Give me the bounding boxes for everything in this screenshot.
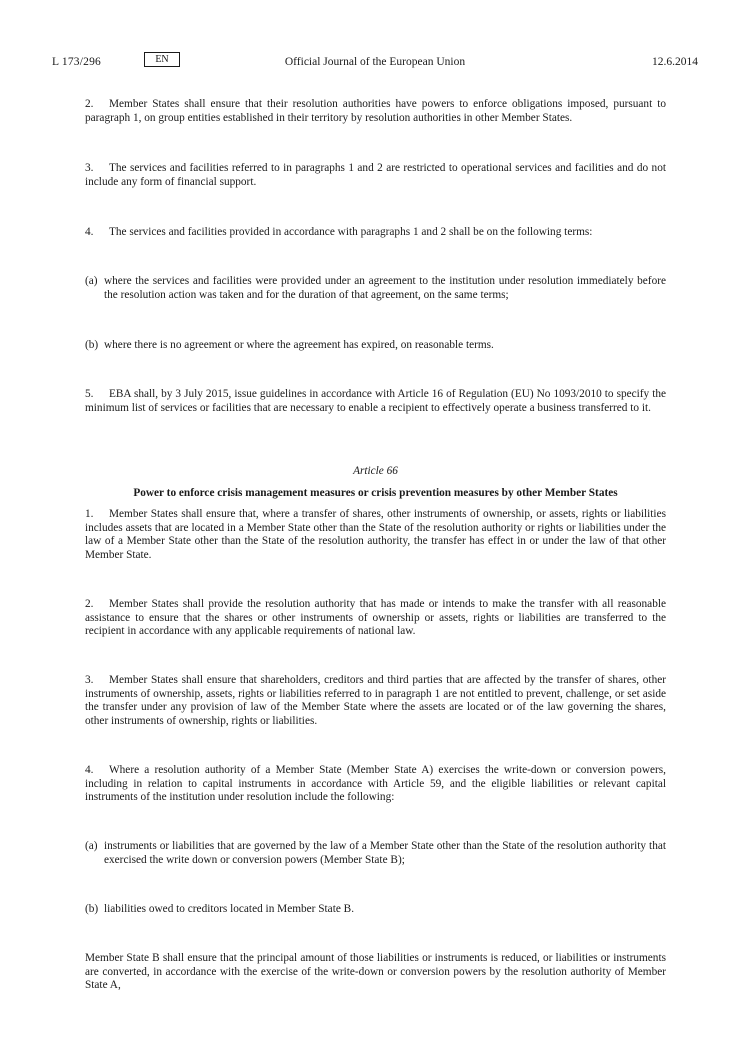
paragraph-number: 4.: [85, 764, 94, 776]
article-paragraph-4: [85, 764, 666, 805]
article-list-item-a: [85, 840, 666, 867]
paragraph-text: Member States shall ensure that shareholders, creditors and third parties that are affected by the transfer of shares, other instruments of ownership, assets, rights or liabilities referred to in paragraph 1 are not entitled to prevent, challenge, or set aside the transfer under any provision of law of the Member State where the assets are located or of the law governing the shares, other instruments of ownership, rights or liabilities.: [85, 674, 666, 727]
paragraph-2: [85, 98, 666, 125]
article-number: Article 66: [353, 465, 398, 477]
paragraph-text: Where a resolution authority of a Member State (Member State A) exercises the write-down or conversion powers, including in relation to capital instruments in accordance with Article 59, and the eligible liabilities or relevant capital instruments of the institution under resolution include the following:: [85, 764, 666, 804]
publication-date: 12.6.2014: [652, 56, 698, 68]
paragraph-4: [85, 226, 666, 240]
page-header: [52, 55, 698, 71]
paragraph-text: The services and facilities provided in accordance with paragraphs 1 and 2 shall be on the following terms:: [109, 226, 593, 238]
list-item-text: instruments or liabilities that are governed by the law of a Member State other than the State of the resolution authority that exercised the write down or conversion powers (Member State B);: [104, 840, 666, 866]
article-paragraph-2: [85, 598, 666, 639]
list-item-text: where the services and facilities were provided under an agreement to the institution under resolution immediately before the resolution action was taken and for the duration of that agreement, on the same terms;: [104, 275, 666, 301]
paragraph-text: EBA shall, by 3 July 2015, issue guidelines in accordance with Article 16 of Regulation (EU) No 1093/2010 to specify the minimum list of services or facilities that are necessary to enable a recipient to effectively operate a business transferred to it.: [85, 388, 666, 414]
list-marker: (a): [85, 275, 98, 287]
language-badge: EN: [144, 52, 180, 67]
paragraph-number: 4.: [85, 226, 94, 238]
list-item-text: liabilities owed to creditors located in Member State B.: [104, 903, 355, 915]
list-marker: (b): [85, 903, 99, 915]
list-marker: (b): [85, 339, 99, 351]
paragraph-3: [85, 162, 666, 189]
paragraph-number: 1.: [85, 508, 94, 520]
paragraph-number: 2.: [85, 98, 94, 110]
paragraph-number: 3.: [85, 674, 94, 686]
article-list-item-b: [85, 903, 666, 917]
paragraph-text: Member States shall provide the resolution authority that has made or intends to make the transfer with all reasonable assistance to ensure that the shares or other instruments of ownership or assets, rights or liabilities are transferred to the recipient in accordance with any applicable requirements of national law.: [85, 598, 666, 638]
article-title: Power to enforce crisis management measures or crisis prevention measures by other Member States: [133, 487, 618, 499]
paragraph-number: 5.: [85, 388, 94, 400]
paragraph-text: Member States shall ensure that, where a transfer of shares, other instruments of ownership, or assets, rights or liabilities includes assets that are located in a Member State other than the State of the resolution authority or rights or liabilities under the law of a Member State other than the State of the resolution authority, the transfer has effect in or under the law of that other Member State.: [85, 508, 666, 561]
list-item-b: [85, 339, 666, 353]
article-paragraph-3: [85, 674, 666, 728]
paragraph-text: Member States shall ensure that their resolution authorities have powers to enforce obligations imposed, pursuant to paragraph 1, on group entities established in their territory by resolution authorities in other Member States.: [85, 98, 666, 124]
list-marker: (a): [85, 840, 98, 852]
paragraph-number: 2.: [85, 598, 94, 610]
paragraph-5: [85, 388, 666, 415]
list-item-text: where there is no agreement or where the agreement has expired, on reasonable terms.: [104, 339, 494, 351]
closing-paragraph: Member State B shall ensure that the principal amount of those liabilities or instruments is reduced, or liabilities or instruments are converted, in accordance with the exercise of the write-down or conversion powers by the resolution authority of Member State A,: [85, 952, 666, 992]
journal-reference: L 173/296: [52, 56, 101, 68]
journal-title: Official Journal of the European Union: [284, 56, 466, 68]
article-paragraph-1: [85, 508, 666, 562]
list-item-a: [85, 275, 666, 302]
paragraph-number: 3.: [85, 162, 94, 174]
paragraph-text: The services and facilities referred to in paragraphs 1 and 2 are restricted to operational services and facilities and do not include any form of financial support.: [85, 162, 666, 188]
